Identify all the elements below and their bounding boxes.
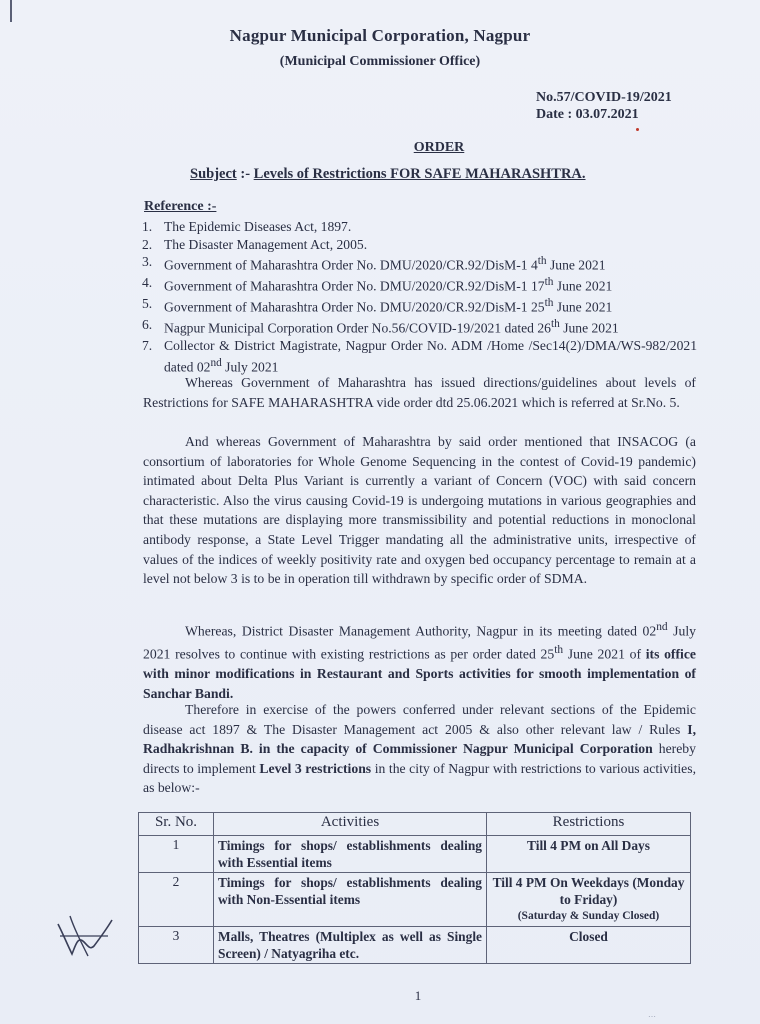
reference-item: 3. Government of Maharashtra Order No. DMU/2020/CR.92/DisM-1 4th June 2021 <box>142 254 606 273</box>
order-number: No.57/COVID-19/2021 <box>536 90 672 105</box>
page-number: 1 <box>414 988 422 1003</box>
reference-item: 6. Nagpur Municipal Corporation Order No.56/COVID-19/2021 dated 26th June 2021 <box>142 317 619 336</box>
signature-icon <box>50 906 120 966</box>
paragraph-insacog: And whereas Government of Maharashtra by said order mentioned that INSACOG (a consortium of laboratories for Whole Genome Sequencing in the contest of Covid-19 pandemic) intimated about Delta Plus Variant is currently a variant of Concern (VOC) with said concern characteristic. Also the virus causing Covid-19 is undergoing mutations in various geographies and that these mutations are displaying more transmissibility and potential reductions in monoclonal antibody response, a State Level Trigger mandating all the administrative units, irrespective of values of the indices of weekly positivity rate and oxygen bed occupancy percentage to remain at a level not below 3 is to be in operation till withdrawn by specific order of SDMA. <box>143 434 696 587</box>
header-subtitle: (Municipal Commissioner Office) <box>279 54 481 69</box>
reference-item: 2. The Disaster Management Act, 2005. <box>142 236 368 252</box>
subject-separator: :- <box>236 166 254 182</box>
table-row: 2 Timings for shops/ establishments dealing with Non-Essential items Till 4 PM On Weekdays (Monday to Friday) (Saturday & Sunday Closed) <box>139 873 691 927</box>
reference-item: 7. Collector & District Magistrate, Nagpur Order No. ADM /Home /Sec14(2)/DMA/WS-982/2021 dated 02nd July 2021 <box>142 338 697 375</box>
header-activities: Activities <box>214 813 487 836</box>
order-date: Date : 03.07.2021 <box>536 107 639 122</box>
reference-item: 1. The Epidemic Diseases Act, 1897. <box>142 219 352 234</box>
scanner-mark: … <box>648 1010 656 1019</box>
header-restrictions: Restrictions <box>487 813 691 836</box>
reference-heading: Reference :- <box>144 199 217 214</box>
paragraph-powers: Therefore in exercise of the powers conferred under relevant sections of the Epidemic disease act 1897 & The Disaster Management act 2005 & also other relevant law / Rules I, Radhakrishnan B. in the capacity of Commissioner Nagpur Municipal Corporation hereby directs to implement Level 3 restrictions in the city of Nagpur with restrictions to various activities, as below:- <box>143 702 697 796</box>
subject-text: Levels of Restrictions FOR SAFE MAHARASHTRA. <box>253 166 586 182</box>
reference-item: 4. Government of Maharashtra Order No. DMU/2020/CR.92/DisM-1 17th June 2021 <box>142 275 613 294</box>
restrictions-table <box>138 812 691 964</box>
reference-item: 5. Government of Maharashtra Order No. DMU/2020/CR.92/DisM-1 25th June 2021 <box>142 296 613 315</box>
page-edge-mark <box>10 0 12 22</box>
table-row: 1 Timings for shops/ establishments dealing with Essential items Till 4 PM on All Days <box>139 836 691 873</box>
header-sr-no: Sr. No. <box>139 813 214 836</box>
red-dot-mark <box>636 128 639 131</box>
table-row: 3 Malls, Theatres (Multiplex as well as Single Screen) / Natyagriha etc. Closed <box>139 927 691 964</box>
subject-line <box>190 166 586 183</box>
paragraph-ddma: Whereas, District Disaster Management Authority, Nagpur in its meeting dated 02nd July 2021 resolves to continue with existing restrictions as per order dated 25th June 2021 of its office with minor modifications in Restaurant and Sports activities for smooth implementation of Sanchar Bandi. <box>143 621 696 701</box>
paragraph-whereas-gom: Whereas Government of Maharashtra has issued directions/guidelines about levels of Restrictions for SAFE MAHARASHTRA vide order dtd 25.06.2021 which is referred at Sr.No. 5. <box>143 375 696 410</box>
subject-label: Subject <box>190 166 237 182</box>
header-title: Nagpur Municipal Corporation, Nagpur <box>229 26 531 45</box>
table-header-row <box>139 813 691 836</box>
reference-list <box>142 218 697 376</box>
order-heading: ORDER <box>413 140 465 155</box>
